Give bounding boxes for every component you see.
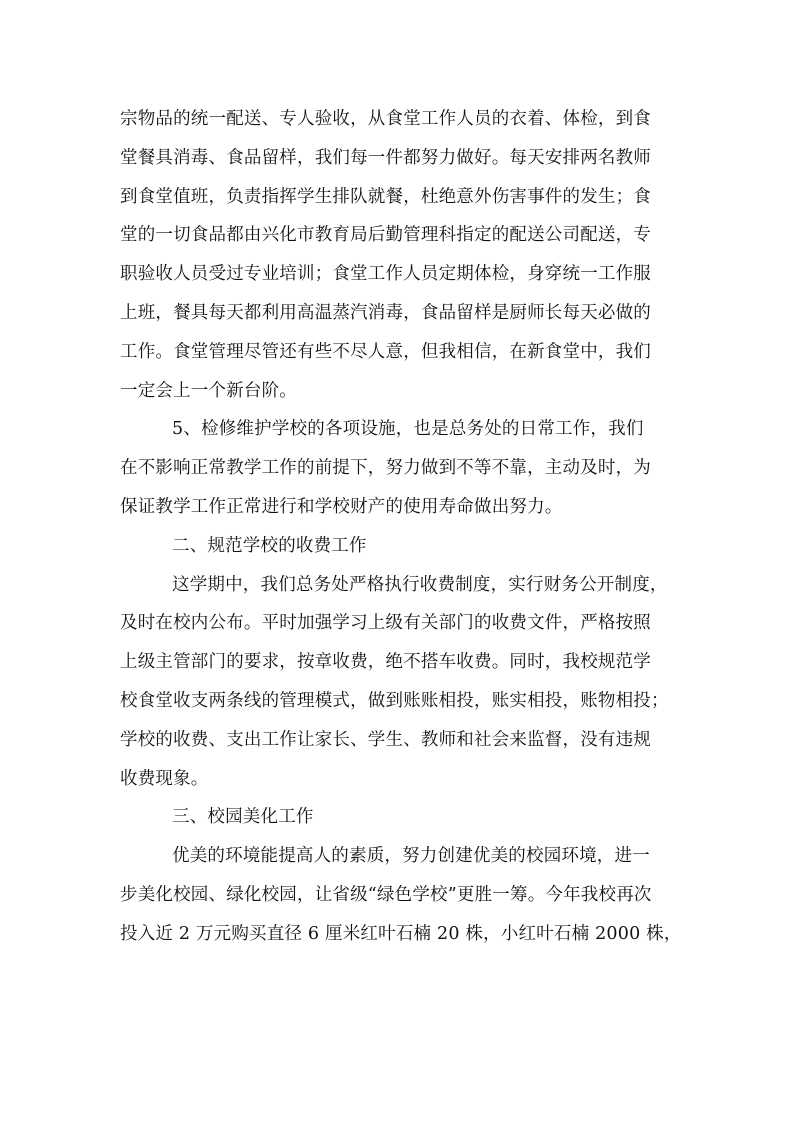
paragraph-canteen-management (120, 100, 690, 410)
text-line: 工作。食堂管理尽管还有些不尽人意，但我相信，在新食堂中，我们 (120, 341, 651, 362)
section-heading-campus (120, 798, 690, 837)
text-line: 堂的一切食品都由兴化市教育局后勤管理科指定的配送公司配送，专 (120, 225, 651, 246)
text-line: 投入近 2 万元购买直径 6 厘米红叶石楠 20 株，小红叶石楠 2000 株， (120, 923, 682, 944)
text-line: 上班，餐具每天都利用高温蒸汽消毒，食品留样是厨师长每天必做的 (120, 302, 651, 323)
text-line: 上级主管部门的要求，按章收费，绝不搭车收费。同时，我校规范学 (120, 652, 651, 673)
document-body (120, 100, 690, 954)
text-line: 在不影响正常教学工作的前提下，努力做到不等不靠，主动及时，为 (120, 458, 651, 479)
text-line: 学校的收费、支出工作让家长、学生、教师和社会来监督，没有违规 (120, 729, 651, 750)
section-heading-fees (120, 527, 690, 566)
text-line: 保证教学工作正常进行和学校财产的使用寿命做出努力。 (120, 496, 563, 517)
paragraph-campus (120, 837, 690, 953)
text-line: 堂餐具消毒、食品留样，我们每一件都努力做好。每天安排两名教师 (120, 147, 651, 168)
text-line: 校食堂收支两条线的管理模式，做到账账相投，账实相投，账物相投； (120, 690, 669, 711)
text-line: 到食堂值班，负责指挥学生排队就餐，杜绝意外伤害事件的发生；食 (120, 186, 651, 207)
text-line: 步美化校园、绿化校园，让省级“绿色学校”更胜一筹。今年我校再次 (120, 884, 652, 905)
text-line: 这学期中，我们总务处严格执行收费制度，实行财务公开制度， (172, 574, 668, 595)
section-heading: 三、校园美化工作 (172, 807, 314, 828)
text-line: 宗物品的统一配送、专人验收，从食堂工作人员的衣着、体检，到食 (120, 109, 651, 129)
text-line: 及时在校内公布。平时加强学习上级有关部门的收费文件，严格按照 (120, 613, 651, 634)
section-heading: 二、规范学校的收费工作 (172, 535, 367, 556)
text-line: 收费现象。 (120, 768, 209, 789)
text-line: 职验收人员受过专业培训；食堂工作人员定期体检，身穿统一工作服 (120, 264, 651, 285)
paragraph-facility-maintenance (120, 410, 690, 526)
text-line: 一定会上一个新台阶。 (120, 380, 297, 401)
text-line: 5、检修维护学校的各项设施，也是总务处的日常工作，我们 (172, 419, 644, 440)
paragraph-fees (120, 566, 690, 799)
text-line: 优美的环境能提高人的素质，努力创建优美的校园环境，进一 (172, 846, 650, 867)
